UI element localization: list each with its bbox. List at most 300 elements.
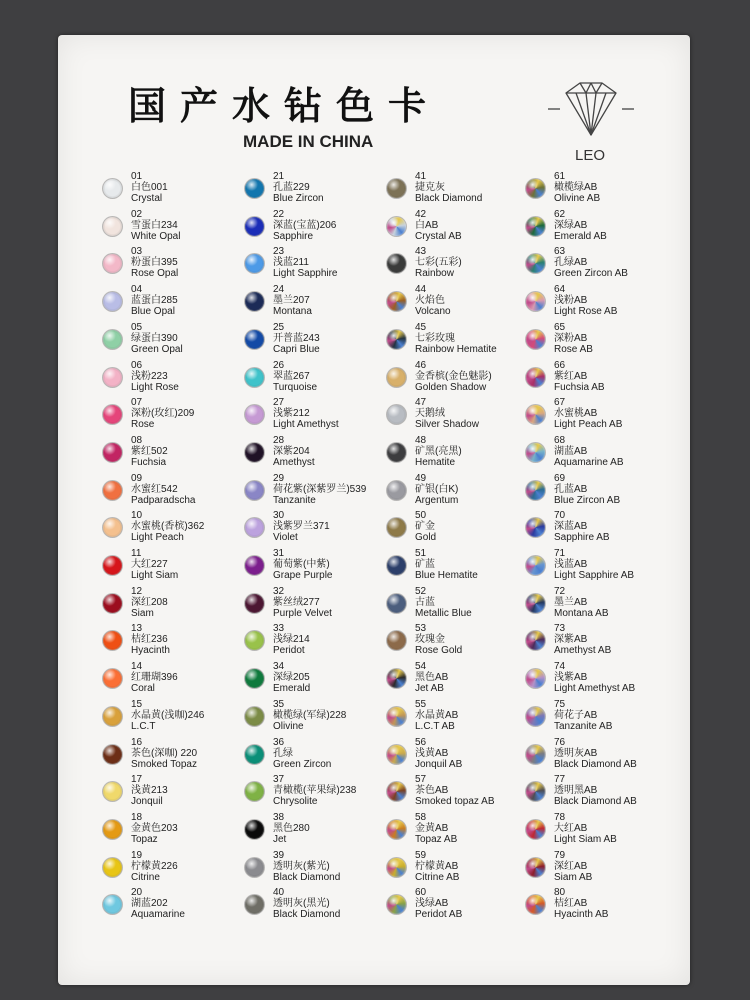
rhinestone-swatch — [526, 405, 545, 424]
swatch-num: 01 — [131, 171, 143, 182]
swatch-item — [526, 737, 676, 775]
swatch-num: 55 — [415, 698, 427, 710]
swatch-num: 37 — [273, 774, 285, 786]
swatch-cn: 白色001 — [131, 182, 168, 193]
swatch-num: 03 — [131, 246, 143, 258]
swatch-cn: 孔蓝AB — [554, 483, 588, 495]
swatch-num: 40 — [273, 887, 285, 899]
rhinestone-swatch — [526, 631, 545, 650]
swatch-item — [526, 360, 676, 398]
swatch-cn: 矿银(白K) — [415, 483, 459, 495]
swatch-item — [387, 360, 537, 398]
swatch-cn: 浅紫212 — [273, 408, 310, 420]
swatch-label — [554, 737, 684, 770]
swatch-num: 46 — [415, 359, 427, 371]
rhinestone-swatch — [387, 782, 406, 801]
swatch-item — [103, 737, 253, 775]
swatch-en: Argentum — [415, 494, 459, 506]
rhinestone-swatch — [526, 179, 545, 198]
swatch-num: 32 — [273, 585, 285, 597]
swatch-cn: 水晶黄(浅咖)246 — [131, 709, 205, 721]
swatch-en: Smoked Topaz — [131, 758, 197, 770]
swatch-cn: 古蓝 — [415, 596, 435, 608]
swatch-en: Fuchsia AB — [554, 381, 605, 393]
swatch-num: 60 — [415, 887, 427, 899]
swatch-item — [245, 699, 395, 737]
swatch-num: 75 — [554, 698, 566, 710]
swatch-item — [103, 623, 253, 661]
swatch-cn: 孔绿 — [273, 747, 293, 759]
swatch-cn: 深紫204 — [273, 445, 310, 457]
swatch-en: Citrine AB — [415, 871, 460, 883]
swatch-label — [554, 209, 684, 242]
swatch-label — [131, 774, 261, 807]
rhinestone-swatch — [245, 368, 264, 387]
swatch-en: Jonquil AB — [415, 758, 463, 770]
swatch-item — [387, 737, 537, 775]
swatch-num: 28 — [273, 434, 285, 446]
swatch-item — [387, 473, 537, 511]
swatch-num: 17 — [131, 774, 143, 786]
swatch-num: 50 — [415, 510, 427, 522]
swatch-num: 13 — [131, 623, 143, 635]
swatch-num: 06 — [131, 359, 143, 371]
swatch-en: Rose AB — [554, 343, 593, 355]
swatch-cn: 透明灰(紫光) — [273, 860, 330, 872]
swatch-num: 21 — [273, 171, 285, 182]
swatch-item — [103, 887, 253, 925]
swatch-num: 15 — [131, 698, 143, 710]
swatch-item — [103, 850, 253, 888]
swatch-label — [131, 473, 261, 506]
swatch-label — [273, 435, 403, 468]
swatch-item — [387, 435, 537, 473]
card-title: 国产水钻色卡 — [128, 83, 441, 128]
swatch-label — [554, 623, 684, 656]
swatch-en: Blue Hematite — [415, 570, 478, 581]
swatch-cn: 水晶黄AB — [415, 709, 459, 721]
rhinestone-swatch — [103, 745, 122, 764]
rhinestone-swatch — [245, 631, 264, 650]
swatch-cn: 湖蓝AB — [554, 445, 588, 457]
swatch-item — [245, 510, 395, 548]
swatch-en: Black Diamond — [415, 193, 483, 204]
rhinestone-swatch — [526, 782, 545, 801]
swatch-item — [245, 171, 395, 209]
swatch-item — [103, 322, 253, 360]
swatch-en: Light Sapphire — [273, 268, 338, 280]
swatch-item — [387, 209, 537, 247]
swatch-num: 65 — [554, 321, 566, 333]
swatch-label — [131, 548, 261, 581]
swatch-en: Hyacinth — [131, 645, 170, 657]
swatch-label — [554, 887, 684, 920]
swatch-cn: 孔蓝229 — [273, 182, 310, 193]
rhinestone-swatch — [387, 631, 406, 650]
rhinestone-swatch — [245, 405, 264, 424]
swatch-num: 31 — [273, 548, 285, 559]
swatch-item — [245, 284, 395, 322]
swatch-cn: 深绿205 — [273, 672, 310, 684]
swatch-num: 58 — [415, 811, 427, 823]
swatch-cn: 浅蓝AB — [554, 559, 588, 570]
swatch-label — [131, 812, 261, 845]
rhinestone-swatch — [387, 895, 406, 914]
swatch-item — [526, 473, 676, 511]
swatch-item — [103, 397, 253, 435]
swatch-label — [273, 812, 403, 845]
swatch-cn: 红珊瑚396 — [131, 672, 178, 684]
rhinestone-swatch — [103, 631, 122, 650]
swatch-num: 25 — [273, 321, 285, 333]
swatch-en: Blue Zircon AB — [554, 494, 621, 506]
rhinestone-swatch — [387, 745, 406, 764]
swatch-num: 34 — [273, 661, 285, 673]
swatch-num: 45 — [415, 321, 427, 333]
rhinestone-swatch — [103, 820, 122, 839]
swatch-item — [526, 887, 676, 925]
swatch-label — [273, 209, 403, 242]
rhinestone-swatch — [103, 518, 122, 537]
swatch-label — [131, 510, 261, 543]
swatch-item — [245, 360, 395, 398]
swatch-cn: 深粉(玫红)209 — [131, 408, 195, 420]
swatch-item — [103, 661, 253, 699]
swatch-en: Rose Opal — [131, 268, 179, 280]
rhinestone-swatch — [526, 669, 545, 688]
rhinestone-swatch — [245, 556, 264, 575]
swatch-en: Jet AB — [415, 683, 444, 695]
swatch-num: 62 — [554, 208, 566, 220]
swatch-cn: 浅紫AB — [554, 672, 588, 684]
swatch-cn: 粉蛋白395 — [131, 257, 178, 269]
swatch-cn: 浅蓝211 — [273, 257, 309, 269]
swatch-en: Silver Shadow — [415, 419, 479, 431]
swatch-en: Light Siam AB — [554, 833, 617, 845]
rhinestone-swatch — [103, 707, 122, 726]
swatch-label — [554, 586, 684, 619]
rhinestone-swatch — [245, 217, 264, 236]
swatch-item — [245, 209, 395, 247]
swatch-num: 24 — [273, 284, 285, 296]
swatch-en: Blue Opal — [131, 306, 175, 318]
swatch-num: 23 — [273, 246, 285, 258]
swatch-cn: 墨兰AB — [554, 596, 588, 608]
swatch-cn: 紫红502 — [131, 445, 168, 457]
rhinestone-swatch — [526, 292, 545, 311]
swatch-cn: 透明灰(黑光) — [273, 898, 330, 910]
swatch-cn: 矿金 — [415, 521, 435, 533]
swatch-num: 11 — [131, 548, 142, 559]
swatch-en: Purple Velvet — [273, 607, 332, 619]
swatch-cn: 柠檬黄226 — [131, 860, 178, 872]
swatch-cn: 七彩玫瑰 — [415, 332, 455, 344]
swatch-item — [387, 284, 537, 322]
swatch-num: 47 — [415, 397, 427, 409]
swatch-cn: 荷花紫(深紫罗兰)539 — [273, 483, 367, 495]
swatch-label — [131, 284, 261, 317]
swatch-num: 66 — [554, 359, 566, 371]
swatch-cn: 白AB — [415, 219, 439, 231]
swatch-label — [554, 322, 684, 355]
swatch-item — [387, 171, 537, 209]
rhinestone-swatch — [245, 292, 264, 311]
swatch-en: Topaz AB — [415, 833, 458, 845]
swatch-num: 78 — [554, 811, 566, 823]
rhinestone-swatch — [526, 368, 545, 387]
swatch-label — [131, 360, 261, 393]
swatch-label — [554, 850, 684, 883]
swatch-num: 61 — [554, 171, 566, 182]
swatch-en: Sapphire AB — [554, 532, 610, 544]
swatch-item — [387, 510, 537, 548]
swatch-en: Metallic Blue — [415, 607, 472, 619]
swatch-cn: 深蓝(宝蓝)206 — [273, 219, 337, 231]
swatch-num: 10 — [131, 510, 143, 522]
swatch-num: 30 — [273, 510, 285, 522]
swatch-num: 26 — [273, 359, 285, 371]
rhinestone-swatch — [526, 443, 545, 462]
rhinestone-swatch — [245, 858, 264, 877]
rhinestone-swatch — [103, 594, 122, 613]
swatch-cn: 透明灰AB — [554, 747, 598, 759]
swatch-num: 54 — [415, 661, 427, 673]
swatch-num: 20 — [131, 887, 143, 899]
swatch-item — [245, 473, 395, 511]
swatch-cn: 葡萄紫(中紫) — [273, 559, 330, 570]
swatch-item — [387, 887, 537, 925]
swatch-item — [526, 322, 676, 360]
swatch-cn: 荷花子AB — [554, 709, 598, 721]
swatch-item — [526, 548, 676, 586]
swatch-item — [103, 774, 253, 812]
swatch-cn: 青橄榄(苹果绿)238 — [273, 785, 357, 797]
swatch-num: 39 — [273, 849, 285, 861]
rhinestone-swatch — [245, 254, 264, 273]
swatch-num: 14 — [131, 661, 143, 673]
swatch-label — [554, 246, 684, 279]
swatch-label — [554, 661, 684, 694]
swatch-item — [103, 586, 253, 624]
swatch-en: Golden Shadow — [415, 381, 487, 393]
swatch-en: Black Diamond AB — [554, 758, 637, 770]
swatch-cn: 矿黑(亮黑) — [415, 445, 462, 457]
swatch-num: 76 — [554, 736, 566, 748]
swatch-label — [554, 171, 684, 204]
swatch-num: 74 — [554, 661, 566, 673]
swatch-en: Light Peach — [131, 532, 184, 544]
swatch-label — [554, 397, 684, 430]
swatch-cn: 茶色AB — [415, 785, 449, 797]
swatch-num: 04 — [131, 284, 143, 296]
swatch-num: 79 — [554, 849, 566, 861]
swatch-num: 56 — [415, 736, 427, 748]
swatch-cn: 湖蓝202 — [131, 898, 168, 910]
swatch-item — [103, 246, 253, 284]
swatch-cn: 火焰色 — [415, 295, 445, 307]
swatch-cn: 水蜜桃(香槟)362 — [131, 521, 205, 533]
swatch-num: 35 — [273, 698, 285, 710]
swatch-en: Olivine — [273, 720, 304, 732]
swatch-label — [273, 322, 403, 355]
card-subtitle: MADE IN CHINA — [243, 132, 374, 151]
swatch-num: 53 — [415, 623, 427, 635]
rhinestone-swatch — [387, 405, 406, 424]
swatch-num: 09 — [131, 472, 143, 484]
swatch-item — [103, 171, 253, 209]
rhinestone-swatch — [245, 481, 264, 500]
swatch-item — [387, 246, 537, 284]
rhinestone-swatch — [526, 481, 545, 500]
swatch-en: Turquoise — [273, 381, 318, 393]
rhinestone-swatch — [103, 330, 122, 349]
swatch-en: Blue Zircon — [273, 193, 324, 204]
swatch-label — [554, 774, 684, 807]
swatch-item — [526, 850, 676, 888]
rhinestone-swatch — [245, 179, 264, 198]
swatch-cn: 七彩(五彩) — [415, 257, 462, 269]
swatch-item — [526, 246, 676, 284]
swatch-en: Amethyst AB — [554, 645, 612, 657]
swatch-label — [273, 246, 403, 279]
swatch-cn: 紫红AB — [554, 370, 588, 382]
swatch-en: White Opal — [131, 230, 181, 242]
rhinestone-swatch — [526, 858, 545, 877]
swatch-en: Chrysolite — [273, 796, 318, 808]
rhinestone-swatch — [526, 594, 545, 613]
swatch-label — [273, 850, 403, 883]
rhinestone-swatch — [245, 443, 264, 462]
swatch-item — [103, 510, 253, 548]
rhinestone-swatch — [103, 254, 122, 273]
rhinestone-swatch — [387, 217, 406, 236]
swatch-label — [273, 699, 403, 732]
swatch-num: 70 — [554, 510, 566, 522]
swatch-en: Fuchsia — [131, 456, 167, 468]
swatch-cn: 深红208 — [131, 596, 168, 608]
swatch-label — [554, 284, 684, 317]
swatch-item — [245, 322, 395, 360]
swatch-label — [131, 586, 261, 619]
rhinestone-swatch — [526, 895, 545, 914]
swatch-item — [526, 510, 676, 548]
swatch-label — [554, 699, 684, 732]
swatch-label — [273, 737, 403, 770]
swatch-cn: 大红227 — [131, 559, 168, 570]
rhinestone-swatch — [387, 518, 406, 537]
swatch-cn: 柠檬黄AB — [415, 860, 459, 872]
swatch-label — [131, 887, 261, 920]
swatch-cn: 桔红AB — [554, 898, 588, 910]
rhinestone-swatch — [526, 820, 545, 839]
swatch-en: Aquamarine AB — [554, 456, 624, 468]
swatch-cn: 大红AB — [554, 822, 588, 834]
swatch-en: Tanzanite — [273, 494, 316, 506]
rhinestone-swatch — [103, 217, 122, 236]
swatch-cn: 黑色280 — [273, 822, 310, 834]
swatch-num: 68 — [554, 434, 566, 446]
swatch-num: 18 — [131, 811, 143, 823]
swatch-label — [273, 661, 403, 694]
rhinestone-swatch — [103, 179, 122, 198]
swatch-cn: 翠蓝267 — [273, 370, 310, 382]
swatch-item — [387, 774, 537, 812]
rhinestone-swatch — [526, 217, 545, 236]
swatch-cn: 透明黑AB — [554, 785, 598, 797]
rhinestone-swatch — [526, 518, 545, 537]
swatch-item — [526, 812, 676, 850]
swatch-item — [526, 586, 676, 624]
swatch-en: Montana AB — [554, 607, 609, 619]
swatch-cn: 深绿AB — [554, 219, 588, 231]
swatch-en: Topaz — [131, 833, 158, 845]
swatch-cn: 黑色AB — [415, 672, 449, 684]
swatch-cn: 金黄色203 — [131, 822, 178, 834]
swatch-en: Peridot AB — [415, 909, 463, 921]
swatch-item — [526, 661, 676, 699]
rhinestone-swatch — [245, 707, 264, 726]
swatch-en: Black Diamond — [273, 909, 341, 921]
swatch-num: 49 — [415, 472, 427, 484]
swatch-label — [554, 510, 684, 543]
swatch-item — [526, 171, 676, 209]
swatch-en: Light Rose AB — [554, 306, 618, 318]
swatch-label — [273, 171, 403, 204]
rhinestone-swatch — [387, 820, 406, 839]
swatch-en: Smoked topaz AB — [415, 796, 495, 808]
swatch-item — [387, 661, 537, 699]
swatch-grid — [58, 35, 690, 985]
swatch-label — [273, 586, 403, 619]
swatch-cn: 浅黄213 — [131, 785, 168, 797]
swatch-num: 36 — [273, 736, 285, 748]
swatch-item — [387, 623, 537, 661]
swatch-num: 67 — [554, 397, 566, 409]
swatch-en: Grape Purple — [273, 570, 333, 581]
swatch-item — [103, 284, 253, 322]
rhinestone-swatch — [245, 745, 264, 764]
swatch-item — [103, 435, 253, 473]
swatch-item — [526, 774, 676, 812]
swatch-en: Rainbow Hematite — [415, 343, 497, 355]
swatch-num: 52 — [415, 585, 427, 597]
rhinestone-swatch — [245, 330, 264, 349]
swatch-item — [103, 812, 253, 850]
swatch-en: Black Diamond AB — [554, 796, 637, 808]
swatch-cn: 蓝蛋白285 — [131, 295, 178, 307]
rhinestone-swatch — [103, 292, 122, 311]
rhinestone-swatch — [526, 745, 545, 764]
swatch-en: Light Rose — [131, 381, 179, 393]
swatch-cn: 深紫AB — [554, 634, 588, 646]
swatch-item — [245, 435, 395, 473]
swatch-en: Emerald — [273, 683, 311, 695]
swatch-item — [387, 850, 537, 888]
swatch-cn: 浅粉AB — [554, 295, 588, 307]
swatch-num: 05 — [131, 321, 143, 333]
swatch-num: 69 — [554, 472, 566, 484]
swatch-num: 16 — [131, 736, 143, 748]
swatch-num: 42 — [415, 208, 427, 220]
swatch-en: Citrine — [131, 871, 160, 883]
swatch-num: 73 — [554, 623, 566, 635]
rhinestone-swatch — [387, 594, 406, 613]
swatch-label — [131, 699, 261, 732]
rhinestone-swatch — [245, 782, 264, 801]
swatch-cn: 橄榄绿AB — [554, 182, 598, 193]
swatch-item — [103, 548, 253, 586]
swatch-num: 48 — [415, 434, 427, 446]
